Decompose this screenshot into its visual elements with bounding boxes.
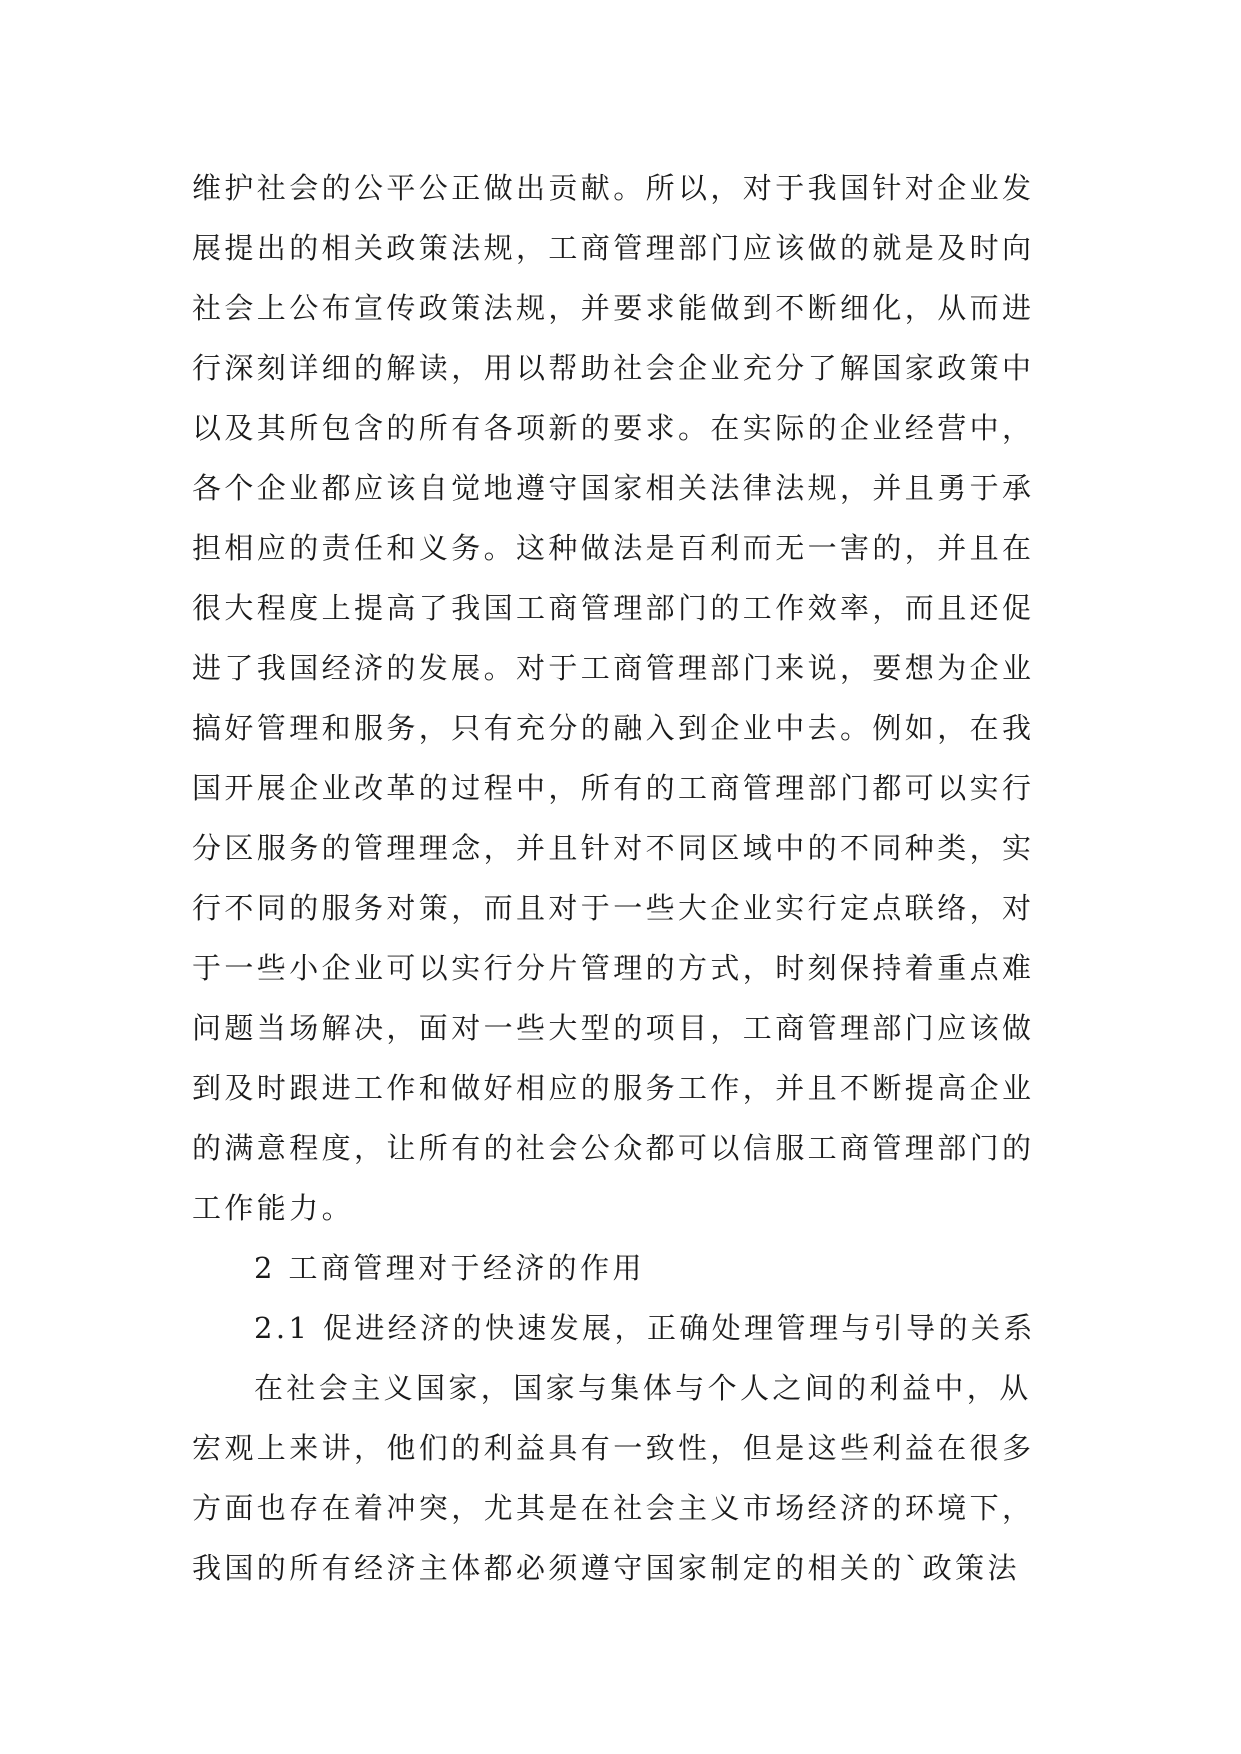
text-line: 方面也存在着冲突，尤其是在社会主义市场经济的环境下， [192,1491,1035,1525]
text-line: 分区服务的管理理念，并且针对不同区域中的不同种类，实 [192,831,1035,865]
section-heading: 2 工商管理对于经济的作用 [254,1251,645,1285]
text-line: 担相应的责任和义务。这种做法是百利而无一害的，并且在 [192,531,1035,565]
text-line: 在社会主义国家，国家与集体与个人之间的利益中，从 [254,1371,1032,1405]
text-line: 展提出的相关政策法规，工商管理部门应该做的就是及时向 [192,231,1035,265]
text-line: 行深刻详细的解读，用以帮助社会企业充分了解国家政策中 [192,351,1035,385]
text-line: 进了我国经济的发展。对于工商管理部门来说，要想为企业 [192,651,1035,685]
text-line: 社会上公布宣传政策法规，并要求能做到不断细化，从而进 [192,291,1035,325]
text-line: 很大程度上提高了我国工商管理部门的工作效率，而且还促 [192,591,1035,625]
text-line: 我国的所有经济主体都必须遵守国家制定的相关的`政策法 [192,1551,1020,1585]
text-line: 搞好管理和服务，只有充分的融入到企业中去。例如，在我 [192,711,1035,745]
text-line: 到及时跟进工作和做好相应的服务工作，并且不断提高企业 [192,1071,1035,1105]
paragraph-continued [192,158,1072,1238]
subsection-heading: 2.1 促进经济的快速发展，正确处理管理与引导的关系 [254,1311,1036,1345]
paragraph-new [192,1358,1072,1598]
document-body [192,158,1072,1598]
text-line: 国开展企业改革的过程中，所有的工商管理部门都可以实行 [192,771,1035,805]
text-line: 宏观上来讲，他们的利益具有一致性，但是这些利益在很多 [192,1431,1035,1465]
text-line: 各个企业都应该自觉地遵守国家相关法律法规，并且勇于承 [192,471,1035,505]
text-line: 工作能力。 [192,1191,355,1225]
text-line: 问题当场解决，面对一些大型的项目，工商管理部门应该做 [192,1011,1035,1045]
text-line: 于一些小企业可以实行分片管理的方式，时刻保持着重点难 [192,951,1035,985]
text-line: 以及其所包含的所有各项新的要求。在实际的企业经营中， [192,411,1035,445]
text-line: 的满意程度，让所有的社会公众都可以信服工商管理部门的 [192,1131,1035,1165]
text-line: 行不同的服务对策，而且对于一些大企业实行定点联络，对 [192,891,1035,925]
text-line: 维护社会的公平公正做出贡献。所以，对于我国针对企业发 [192,171,1035,205]
